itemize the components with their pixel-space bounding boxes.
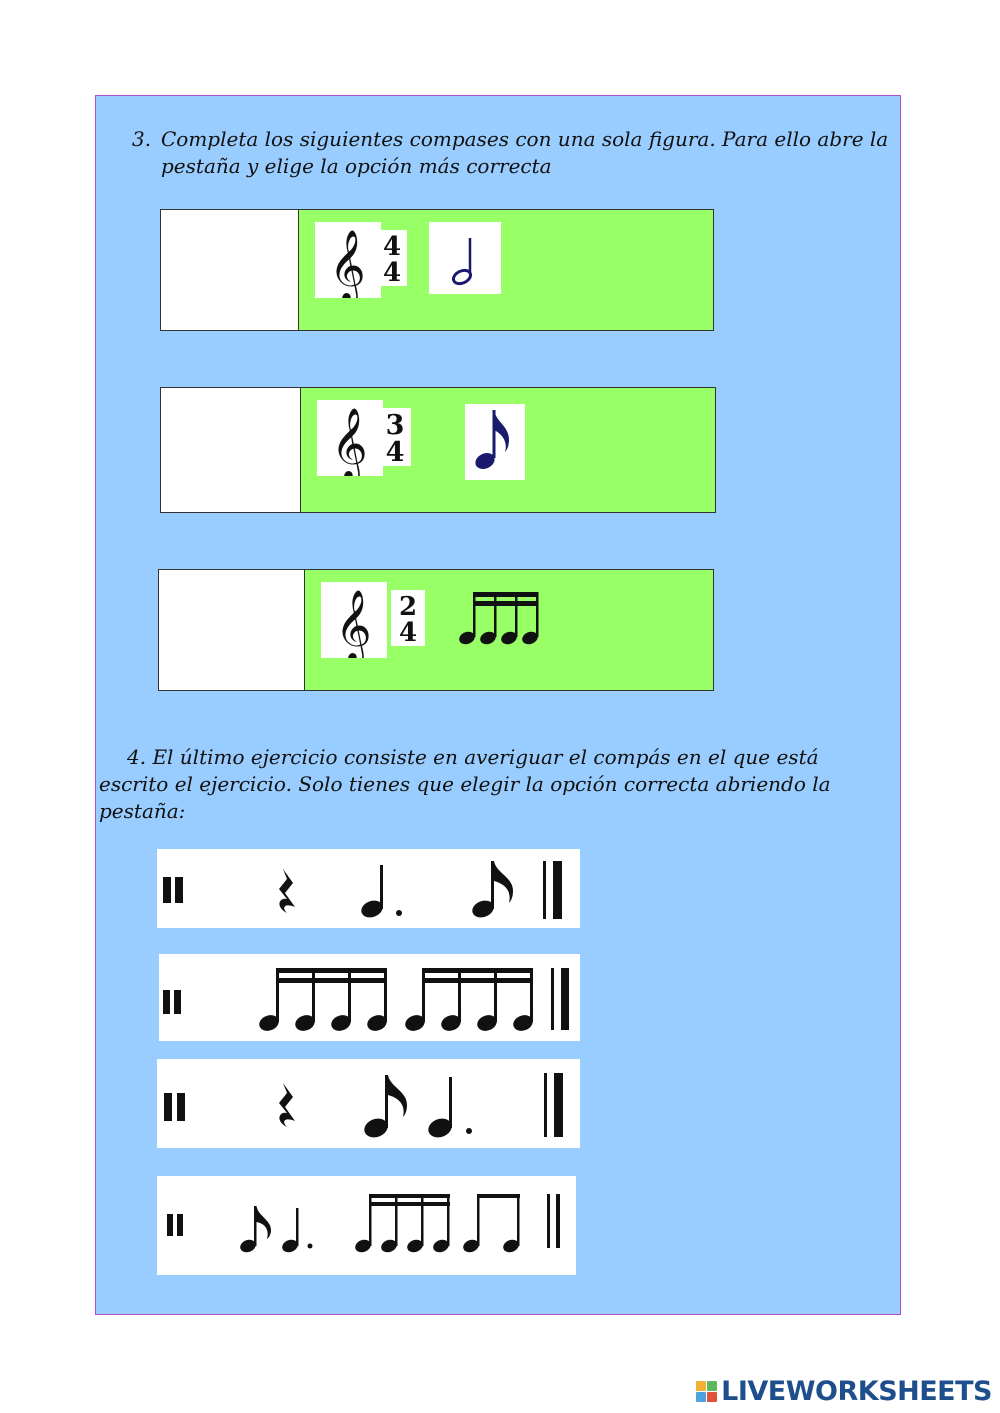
answer-dropdown-3[interactable] <box>159 570 305 690</box>
sixteenth-notes-group-icon <box>353 1194 450 1254</box>
time-signature-1 <box>377 230 407 286</box>
eighth-note-icon <box>470 861 513 920</box>
final-barline-icon <box>551 968 569 1030</box>
final-barline-icon <box>544 1073 563 1137</box>
answer-dropdown-2[interactable] <box>161 388 301 512</box>
time-signature-2 <box>379 408 411 466</box>
measure-row-3 <box>158 569 714 691</box>
time-sig-bottom-1: 4 <box>382 258 402 286</box>
time-sig-top-3: 2 <box>398 592 418 622</box>
measure-row-2 <box>160 387 716 513</box>
question-3 <box>132 126 892 180</box>
eighth-note-icon <box>238 1206 271 1254</box>
time-signature-3 <box>391 590 425 646</box>
svg-text:𝄞: 𝄞 <box>329 228 366 298</box>
treble-clef-icon <box>321 582 387 658</box>
quarter-rest-icon <box>279 1083 295 1127</box>
svg-text:𝄞: 𝄞 <box>331 406 368 476</box>
liveworksheets-logo <box>696 1376 992 1407</box>
two-eighth-notes-icon <box>461 1194 520 1254</box>
measure-row-1 <box>160 209 714 331</box>
rhythm-strip-3 <box>157 1059 580 1148</box>
question-3-number: 3. <box>132 127 152 151</box>
four-sixteenth-notes-icon <box>457 588 543 648</box>
staff-area-2 <box>301 388 715 512</box>
sixteenth-notes-group-1-icon <box>257 968 389 1033</box>
question-3-text: Completa los siguientes compases con una sola figura. Para ello abre la pestaña y elige la opción más correcta <box>161 127 889 178</box>
rhythm-strip-2 <box>159 954 580 1041</box>
rhythm-strip-4 <box>157 1176 576 1275</box>
staff-area-3 <box>305 570 713 690</box>
dotted-quarter-note-icon <box>280 1208 312 1254</box>
eighth-note-icon <box>465 404 525 480</box>
repeat-sign-icon <box>163 877 183 903</box>
time-sig-bottom-2: 4 <box>385 437 405 466</box>
half-note-icon <box>429 222 501 294</box>
eighth-note-icon <box>362 1075 407 1141</box>
answer-dropdown-1[interactable] <box>161 210 299 330</box>
final-barline-icon <box>547 1194 560 1248</box>
brand-text: LIVEWORKSHEETS <box>721 1376 992 1407</box>
treble-clef-icon <box>317 400 383 476</box>
staff-area-1 <box>299 210 713 330</box>
treble-clef-icon <box>315 222 381 298</box>
time-sig-bottom-3: 4 <box>398 618 418 646</box>
rhythm-strip-1 <box>157 849 580 928</box>
dotted-quarter-note-icon <box>426 1077 472 1141</box>
svg-text:𝄞: 𝄞 <box>335 588 372 658</box>
repeat-sign-icon <box>163 990 181 1014</box>
quarter-rest-icon <box>279 869 295 913</box>
brand-logo-icon <box>696 1381 717 1402</box>
question-4: 4. El último ejercicio consiste en averiguar el compás en el que está escrito el ejercicio. Solo tienes que elegir la opción correcta abriendo la pestaña: <box>99 745 831 823</box>
sixteenth-notes-group-2-icon <box>403 968 535 1033</box>
dotted-quarter-note-icon <box>359 865 402 920</box>
repeat-sign-icon <box>164 1093 185 1121</box>
worksheet-panel <box>95 95 901 1315</box>
final-barline-icon <box>543 861 562 919</box>
time-sig-top-2: 3 <box>385 410 405 441</box>
time-sig-top-1: 4 <box>382 232 402 262</box>
repeat-sign-icon <box>167 1214 183 1236</box>
